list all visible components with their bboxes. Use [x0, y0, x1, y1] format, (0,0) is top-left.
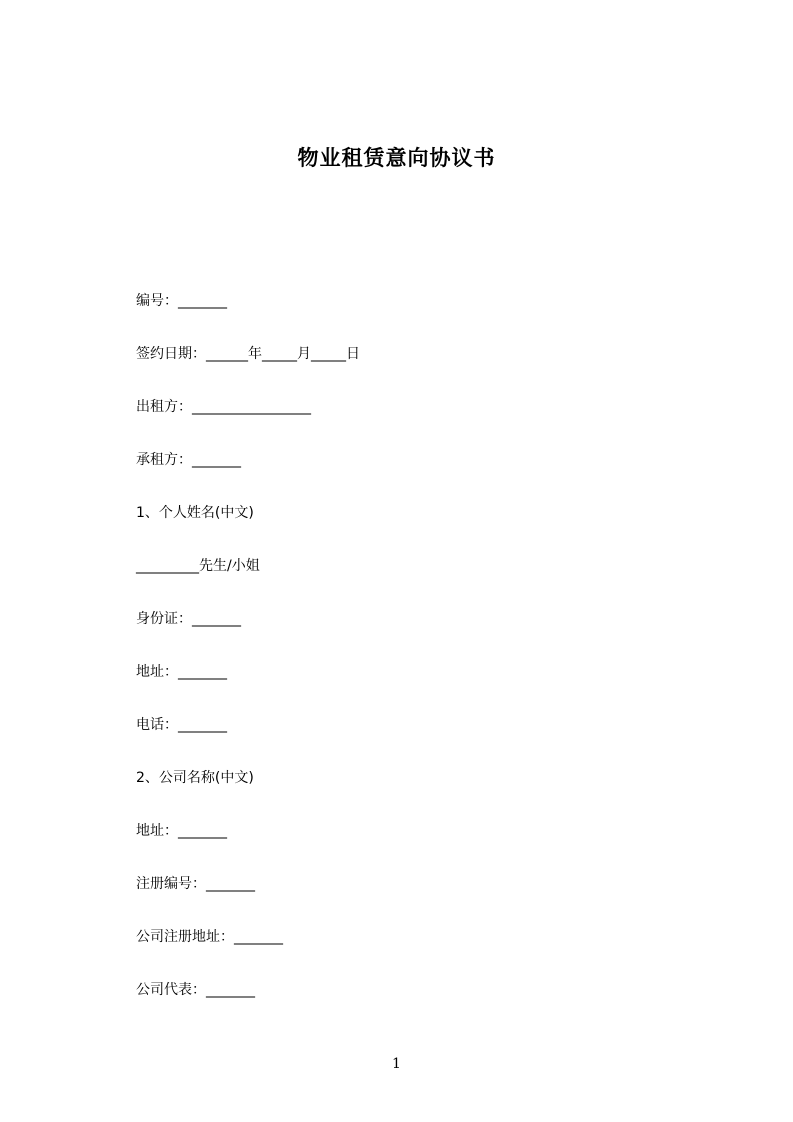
document-title: 物业租赁意向协议书: [297, 146, 496, 170]
company-address-field: 地址：_______: [136, 823, 227, 839]
lessee-field: 承租方：_______: [136, 452, 241, 468]
id-card-field: 身份证：_______: [136, 611, 241, 627]
registration-number-field: 注册编号：_______: [136, 876, 255, 892]
page-number: 1: [392, 1056, 401, 1072]
individual-name-field: _________先生/小姐: [136, 558, 260, 574]
contract-number-field: 编号：_______: [136, 293, 227, 309]
lessor-field: 出租方：_________________: [136, 399, 311, 415]
company-name-heading: 2、公司名称(中文): [136, 770, 254, 786]
registered-address-field: 公司注册地址：_______: [136, 929, 283, 945]
individual-name-heading: 1、个人姓名(中文): [136, 505, 254, 521]
individual-address-field: 地址：_______: [136, 664, 227, 680]
phone-field: 电话：_______: [136, 717, 227, 733]
company-representative-field: 公司代表：_______: [136, 982, 255, 998]
signing-date-field: 签约日期：______年_____月_____日: [136, 346, 360, 362]
document-body: [136, 292, 736, 1034]
